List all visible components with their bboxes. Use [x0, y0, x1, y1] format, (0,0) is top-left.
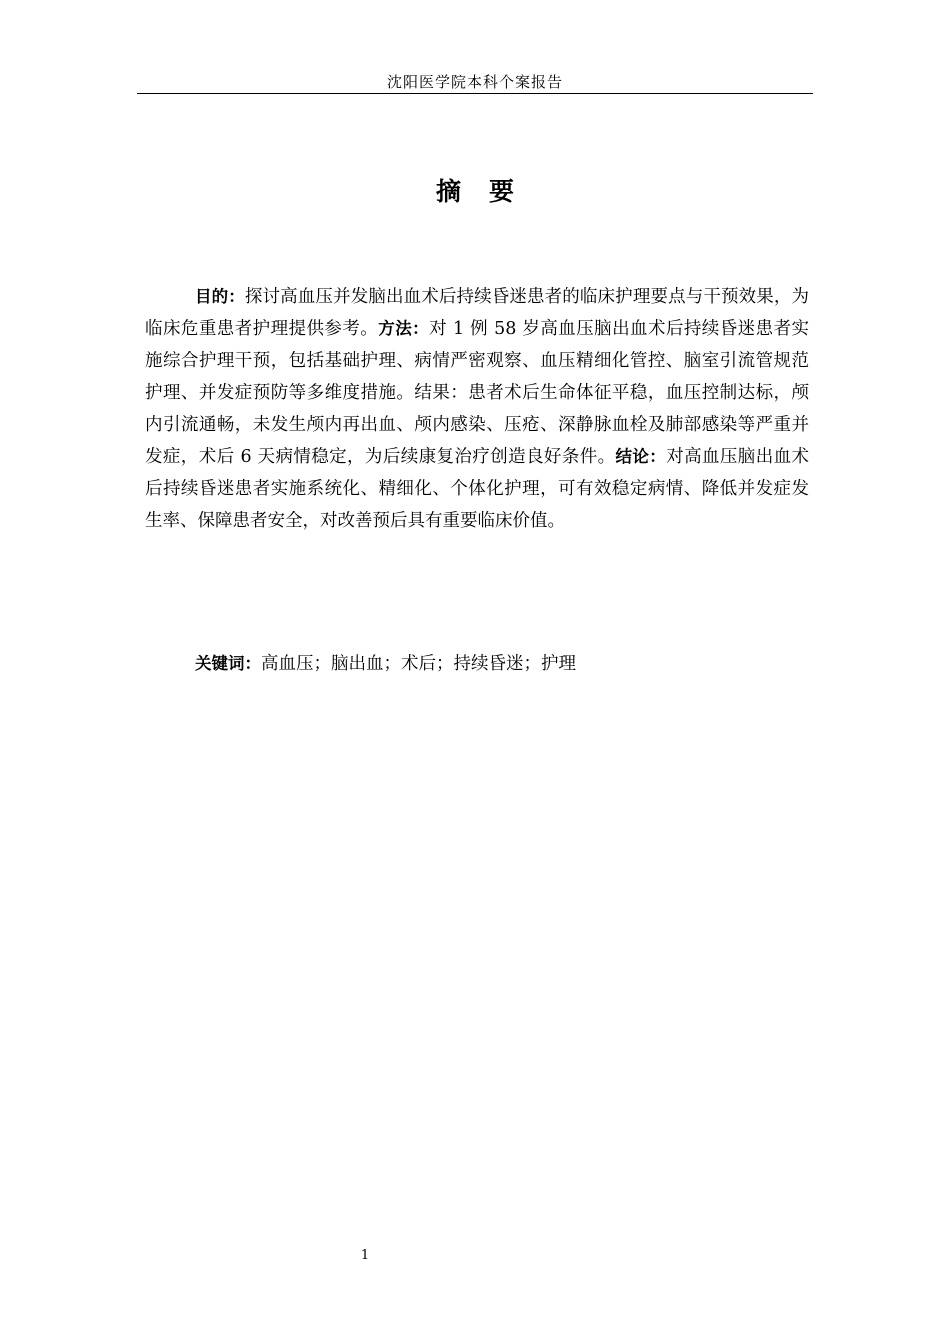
keywords-line	[195, 648, 815, 680]
conclusion-label: 结论：	[615, 447, 667, 466]
method-text: 对 1 例 58 岁高血压脑出血术后持续昏迷患者实施综合护理干预，包括基础护理、病情严密观察、血压精细化管控、脑室引流管规范护理、并发症预防等多维度措施。结果：患者术后生命体征平稳，血压控制达标，颅内引流通畅，未发生颅内再出血、颅内感染、压疮、深静脉血栓及肺部感染等严重并发症，术后 6 天病情稳定，为后续康复治疗创造良好条件。	[145, 319, 810, 467]
objective-text: 探讨高血压并发脑出血术后持续昏迷患者的临床护理要点与干预效果，为临床危重患者护理提供参考。	[145, 287, 810, 339]
method-label: 方法：	[378, 319, 430, 338]
page-number: 1	[360, 1248, 370, 1263]
keywords-label: 关键词：	[195, 654, 261, 673]
running-header: 沈阳医学院本科个案报告	[386, 73, 563, 91]
header-divider	[137, 93, 813, 94]
keywords-text: 高血压；脑出血；术后；持续昏迷；护理	[261, 654, 576, 674]
objective-label: 目的：	[195, 287, 245, 306]
conclusion-text: 对高血压脑出血术后持续昏迷患者实施系统化、精细化、个体化护理，可有效稳定病情、降低并发症发生率、保障患者安全，对改善预后具有重要临床价值。	[145, 447, 810, 531]
abstract-paragraph	[145, 281, 809, 537]
page-title: 摘要	[435, 177, 542, 206]
